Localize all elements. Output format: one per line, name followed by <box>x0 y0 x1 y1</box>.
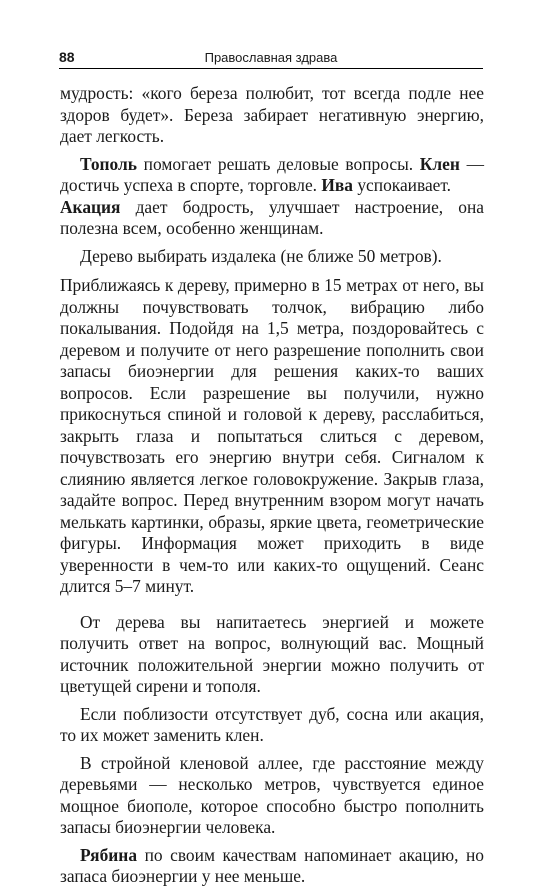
page-number: 88 <box>59 49 75 65</box>
paragraph-4: От дерева вы напитаетесь энергией и можете получить ответ на вопрос, волнующий вас. Мощный источник положительной энергии можно получить от цветущей сирени и тополя. <box>60 611 484 696</box>
term-ryabina: Рябина <box>80 844 138 865</box>
paragraph-2-text-2: — достичь успеха в спорте, торговле. <box>60 153 484 195</box>
paragraph-6: В стройной кленовой аллее, где расстояние между деревьями — несколько метров, чувствуется единое мощное биополе, которое способно быстро пополнить запасы биоэнергии человека. <box>60 752 484 837</box>
paragraph-2 <box>60 154 484 240</box>
paragraph-2-text-4: дает бодрость, улучшает настроение, она полезна всем, особенно женщинам. <box>60 196 484 238</box>
page-body <box>60 83 484 894</box>
paragraph-2-text-1: помогает решать деловые вопросы. <box>136 153 420 174</box>
instruction-text: Приближаясь к дереву, примерно в 15 метрах от него, вы должны почувствовать толчок, вибрацию либо покалывания. Подойдя на 1,5 метра, поздоровайтесь с деревом и получите от него разрешение пополнить свои запасы биоэнергии для решения каких-то ваших вопросов. Если разрешение вы получили, нужно прикоснуться спиной и головой к дереву, расслабиться, закрыть глаза и попытаться слиться с деревом, почувствозать его энергию внутри себя. Сигналом к слиянию является легкое головокружение. Закрыв глаза, задайте вопрос. Перед внутренним взором могут начать мелькать картинки, образы, яркие цвета, геометрические фигуры. Информация может приходить в виде уверенности в чем-то или каких-то ощущений. Сеанс длится 5–7 минут. <box>60 275 484 596</box>
running-header <box>59 44 483 69</box>
paragraph-1: мудрость: «кого береза полюбит, тот всегда подле нее здоров будет». Береза забирает негативную энергию, дает легкость. <box>60 83 484 146</box>
term-klen: Клен <box>419 153 460 174</box>
instruction-box <box>60 275 484 598</box>
term-topol: Тополь <box>80 153 137 174</box>
paragraph-2-text-3: успокаивает. <box>353 175 452 195</box>
paragraph-3: Дерево выбирать издалека (не ближе 50 метров). <box>80 245 442 266</box>
running-title: Православная здрава <box>204 50 338 65</box>
paragraph-7 <box>60 845 484 888</box>
term-akatsiya: Акация <box>60 196 121 217</box>
term-iva: Ива <box>321 175 353 195</box>
paragraph-7-text: по своим качествам напоминает акацию, но запаса биоэнергии у нее меньше. <box>60 844 484 886</box>
paragraph-5: Если поблизости отсутствует дуб, сосна или акация, то их может заменить клен. <box>60 703 484 745</box>
